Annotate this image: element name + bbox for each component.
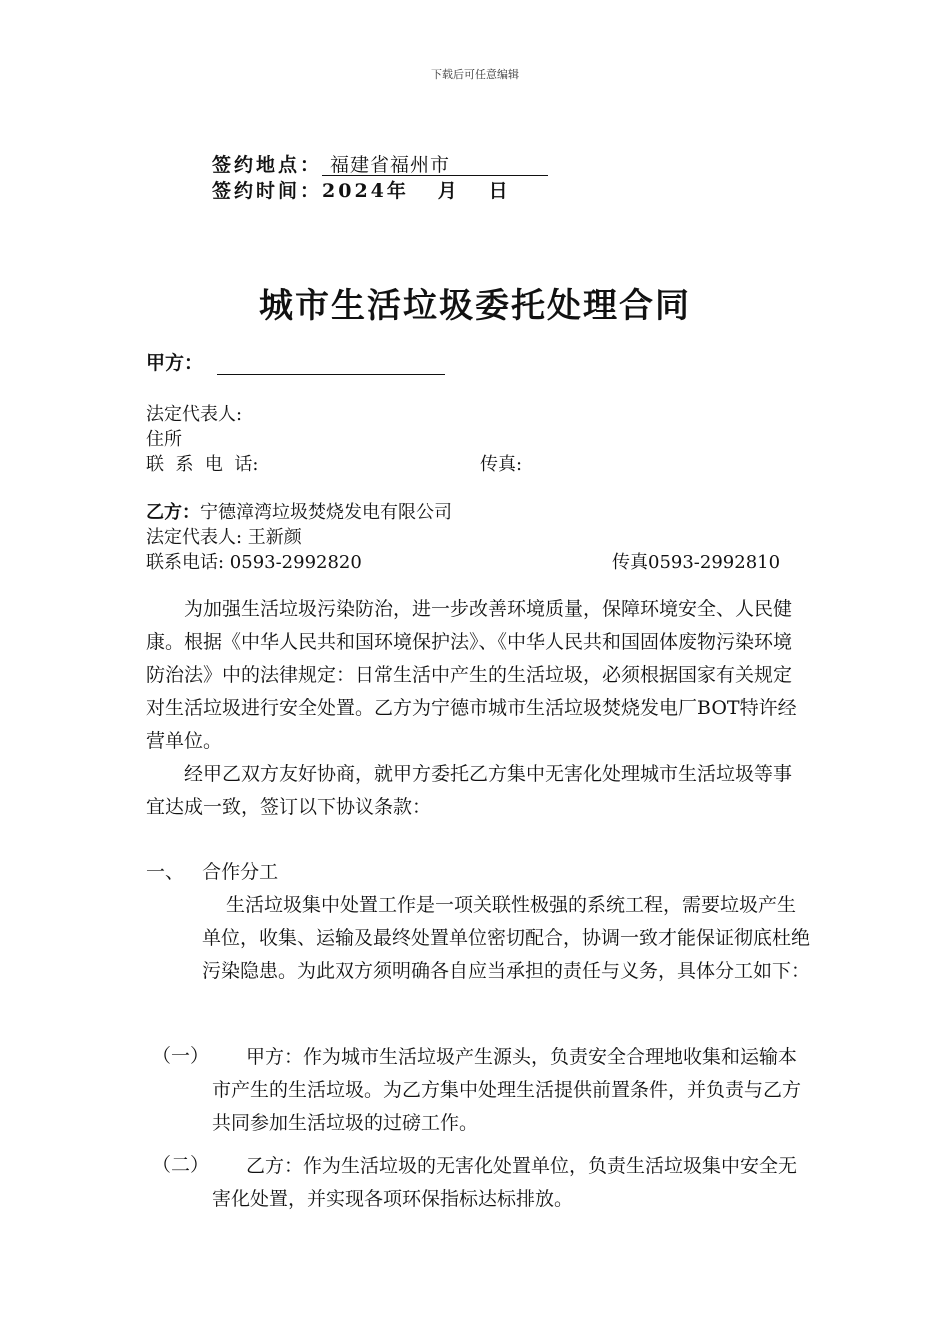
item-2-label: （二） [152, 1154, 210, 1176]
party-a-phone: 联 系 电 话: [146, 454, 259, 475]
signing-place-value: 福建省福州市 [322, 155, 548, 176]
signing-place-label: 签约地点： [212, 154, 323, 176]
signing-time [212, 176, 511, 203]
item-1-label: （一） [152, 1045, 210, 1067]
signing-time-label: 签约时间： [212, 180, 323, 202]
party-b-fax: 传真0593-2992810 [612, 552, 781, 573]
party-a-blank [217, 352, 445, 375]
party-a-address: 住所 [146, 429, 182, 450]
item-1-body [212, 1041, 810, 1140]
item-2-body [212, 1150, 810, 1216]
party-b-line [146, 498, 452, 524]
party-a-line [146, 348, 445, 375]
agreement-text: 经甲乙双方友好协商，就甲方委托乙方集中无害化处理城市生活垃圾等事宜达成一致，签订以下协议条款： [146, 763, 793, 818]
party-b-name: 宁德漳湾垃圾焚烧发电有限公司 [200, 502, 452, 523]
document-title: 城市生活垃圾委托处理合同 [259, 286, 691, 326]
party-b-phone: 联系电话: 0593-2992820 [146, 552, 362, 573]
section-1-heading: 一、 合作分工 [146, 861, 279, 883]
section-1-body [202, 889, 810, 988]
page-header-note: 下载后可任意编辑 [431, 68, 519, 81]
item-1-text: 甲方：作为城市生活垃圾产生源头，负责安全合理地收集和运输本市产生的生活垃圾。为乙方集中处理生活提供前置条件，并负责与乙方共同参加生活垃圾的过磅工作。 [212, 1046, 802, 1134]
intro-text: 为加强生活垃圾污染防治，进一步改善环境质量，保障环境安全、人民健康。根据《中华人民共和国环境保护法》、《中华人民共和国固体废物污染环境防治法》中的法律规定：日常生活中产生的生活垃圾，必须根据国家有关规定对生活垃圾进行安全处置。乙方为宁德市城市生活垃圾焚烧发电厂BOT特许经营单位。 [146, 598, 797, 752]
party-b-label: 乙方： [146, 502, 200, 523]
party-a-legal-rep: 法定代表人: [146, 404, 243, 425]
party-a-fax: 传真: [480, 454, 523, 475]
party-b-legal-rep: 法定代表人: 王新颜 [146, 527, 302, 548]
intro-paragraph [146, 593, 810, 758]
party-a-label: 甲方： [146, 352, 204, 374]
signing-time-value: 2024年 月 日 [322, 180, 511, 202]
section-1-body-text: 生活垃圾集中处置工作是一项关联性极强的系统工程，需要垃圾产生单位，收集、运输及最终处置单位密切配合，协调一致才能保证彻底杜绝污染隐患。为此双方须明确各自应当承担的责任与义务，具体分工如下： [202, 894, 811, 982]
item-2-text: 乙方：作为生活垃圾的无害化处置单位，负责生活垃圾集中安全无害化处置，并实现各项环保指标达标排放。 [212, 1155, 798, 1210]
agreement-paragraph [146, 758, 810, 824]
signing-place [212, 150, 548, 177]
